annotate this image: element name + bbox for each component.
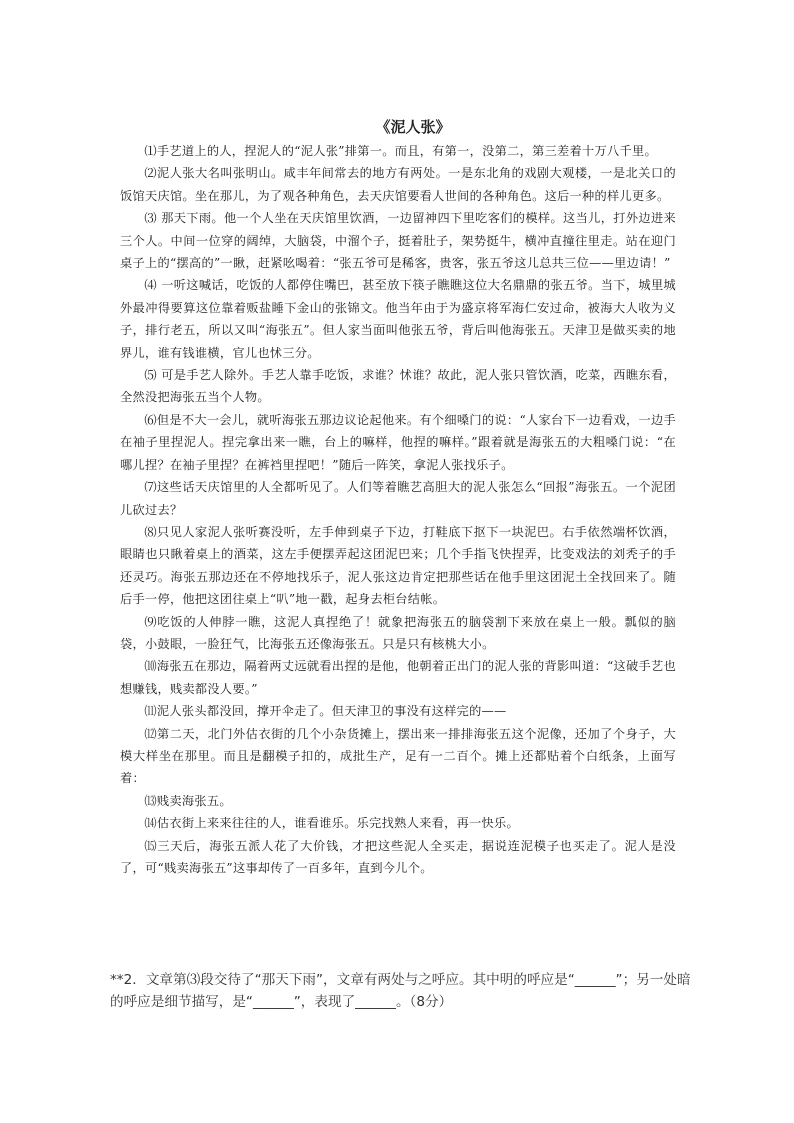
- paragraph-9: ⑼吃饭的人伸脖一瞧，这泥人真捏绝了！就象把海张五的脑袋割下来放在桌上一般。瓢似的脑袋，小鼓眼，一脸狂气，比海张五还像海张五。只是只有核桃大小。: [120, 614, 676, 651]
- paragraph-7: ⑺这些话天庆馆里的人全都听见了。人们等着瞧艺高胆大的泥人张怎么“回报”海张五。一个泥团儿砍过去？: [120, 480, 676, 517]
- article-title: 《泥人张》: [375, 118, 451, 136]
- paragraph-10: ⑽海张五在那边，隔着两丈远就看出捏的是他，他朝着正出门的泥人张的背影叫道：“这破手艺也想赚钱，贱卖都没人要。”: [120, 659, 676, 696]
- paragraph-6: ⑹但是不大一会儿，就听海张五那边议论起他来。有个细嗓门的说：“人家台下一边看戏，一边手在袖子里捏泥人。捏完拿出来一瞧，台上的嘛样，他捏的嘛样。”跟着就是海张五的大粗嗓门说：“在哪儿捏？在袖子里捏？在裤裆里捏吧！”随后一阵笑，拿泥人张找乐子。: [120, 412, 676, 472]
- paragraph-3: ⑶ 那天下雨。他一个人坐在天庆馆里饮酒，一边留神四下里吃客们的模样。这当儿，打外边进来三个人。中间一位穿的阔绰，大脑袋，中溜个子，挺着肚子，架势挺牛，横冲直撞往里走。站在迎门桌子上的“摆高的”一瞅，赶紧吆喝着：“张五爷可是稀客，贵客，张五爷这儿总共三位——里边请！”: [120, 211, 676, 271]
- paragraph-11: ⑾泥人张头都没回，撑开伞走了。但天津卫的事没有这样完的——: [144, 704, 507, 719]
- paragraph-4: ⑷ 一听这喊话，吃饭的人都停住嘴巴，甚至放下筷子瞧瞧这位大名鼎鼎的张五爷。当下，城里城外最冲得要算这位靠着贩盐睡下金山的张锦文。他当年由于为盛京将军海仁安过命，被海大人收为义子，排行老五，所以又叫“海张五”。但人家当面叫他张五爷，背后叫他海张五。天津卫是做买卖的地界儿，谁有钱谁横，官儿也怵三分。: [120, 278, 676, 360]
- question-2: **2．文章第⑶段交待了“那天下雨”，文章有两处与之呼应。其中明的呼应是“______”；另一处暗的呼应是细节描写，是“______”，表现了______。（8分）: [110, 972, 691, 1010]
- paragraph-8: ⑻只见人家泥人张听赛没听，左手伸到桌子下边，打鞋底下抠下一块泥巴。右手依然端杯饮酒，眼睛也只瞅着桌上的酒菜，这左手便摆弄起这团泥巴来；几个手指飞快捏弄，比变戏法的刘秃子的手还灵巧。海张五那边还在不停地找乐子，泥人张这边肯定把那些话在他手里这团泥土全找回来了。随后手一停，他把这团往桌上“叭”地一戳，起身去柜台结帐。: [120, 524, 676, 607]
- paragraph-13: ⒀贱卖海张五。: [144, 793, 232, 808]
- paragraph-15: ⒂三天后，海张五派人花了大价钱，才把这些泥人全买走，据说连泥模子也买走了。泥人是没了，可“贱卖海张五”这事却传了一百多年，直到今儿个。: [120, 838, 676, 875]
- paragraph-1: ⑴手艺道上的人，捏泥人的“泥人张”排第一。而且，有第一，没第二，第三差着十万八千里。: [144, 144, 657, 158]
- paragraph-5: ⑸ 可是手艺人除外。手艺人靠手吃饭，求谁？怵谁？故此，泥人张只管饮酒，吃菜，西瞧东看，全然没把海张五当个人物。: [120, 368, 676, 405]
- paragraph-2: ⑵泥人张大名叫张明山。咸丰年间常去的地方有两处。一是东北角的戏剧大观楼，一是北关口的饭馆天庆馆。坐在那儿，为了观各种角色，去天庆馆要看人世间的各种角色。这后一种的样儿更多。: [120, 166, 676, 203]
- paragraph-14: ⒁估衣街上来来往往的人，谁看谁乐。乐完找熟人来看，再一快乐。: [144, 816, 520, 831]
- article: [120, 116, 676, 879]
- paragraph-12: ⑿第二天，北门外估衣街的几个小杂货摊上，摆出来一排排海张五这个泥像，还加了个身子，大模大样坐在那里。而且是翻模子扣的，成批生产，足有一二百个。摊上还都贴着个白纸条，上面写着：: [120, 726, 676, 786]
